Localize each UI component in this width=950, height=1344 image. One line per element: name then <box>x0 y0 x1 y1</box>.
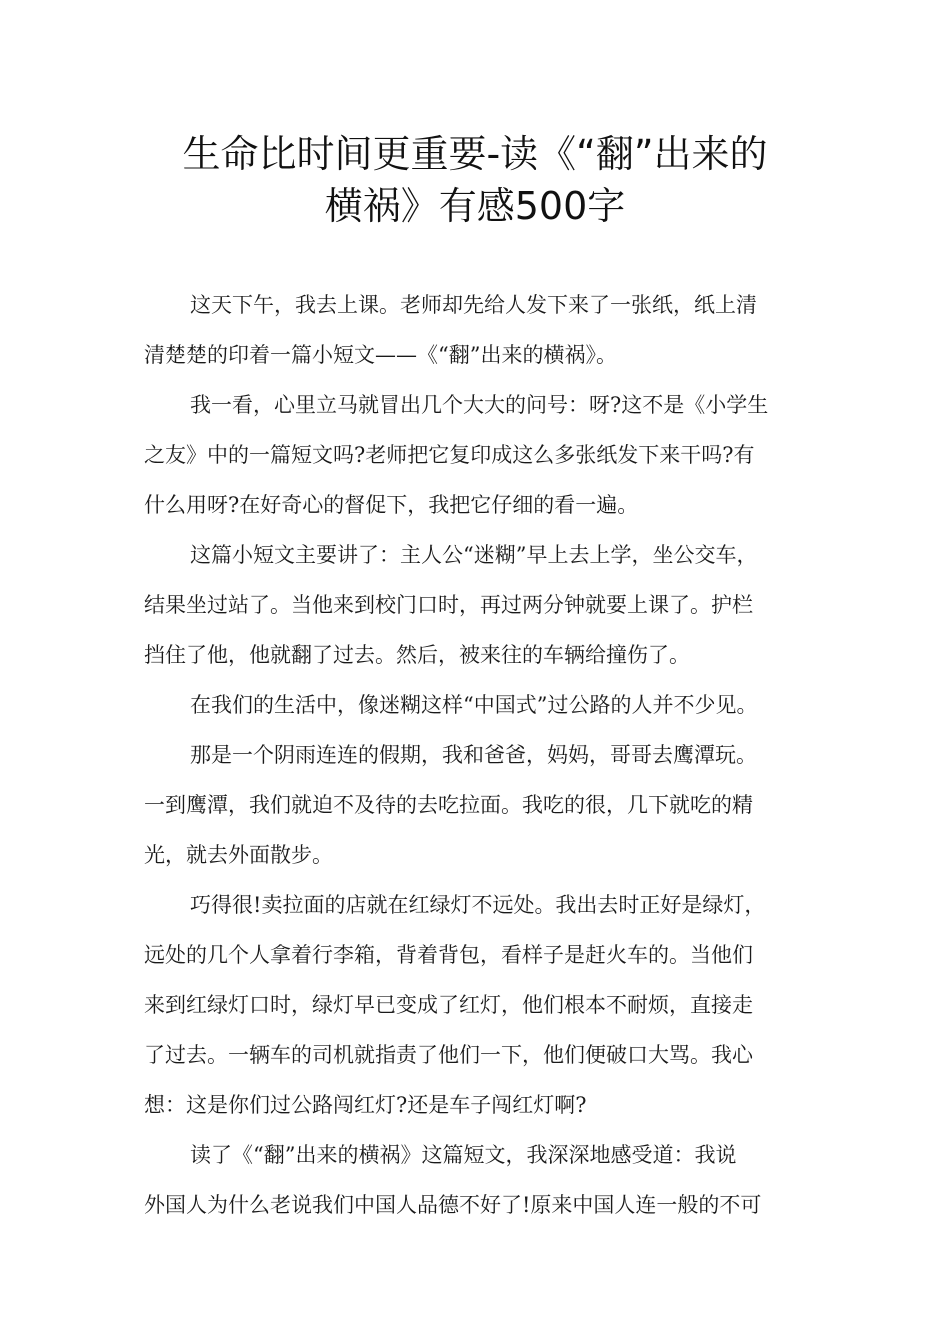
text-line: 了过去。一辆车的司机就指责了他们一下，他们便破口大骂。我心 <box>144 1043 753 1067</box>
document-title <box>100 128 850 232</box>
text-line: 想：这是你们过公路闯红灯?还是车子闯红灯啊? <box>144 1093 587 1117</box>
text-line: 远处的几个人拿着行李箱，背着背包，看样子是赶火车的。当他们 <box>144 943 753 967</box>
title-line-1: 生命比时间更重要-读《“翻”出来的 <box>182 132 768 176</box>
text-line: 光，就去外面散步。 <box>144 843 333 867</box>
text-line: 巧得很!卖拉面的店就在红绿灯不远处。我出去时正好是绿灯， <box>190 893 766 917</box>
text-line: 外国人为什么老说我们中国人品德不好了!原来中国人连一般的不可 <box>144 1193 762 1217</box>
text-line: 挡住了他，他就翻了过去。然后，被来往的车辆给撞伤了。 <box>144 643 690 667</box>
title-line-2: 横祸》有感500字 <box>324 184 626 228</box>
text-line: 我一看，心里立马就冒出几个大大的问号：呀?这不是《小学生 <box>190 393 769 417</box>
text-line: 什么用呀?在好奇心的督促下，我把它仔细的看一遍。 <box>144 493 639 517</box>
text-line: 一到鹰潭，我们就迫不及待的去吃拉面。我吃的很，几下就吃的精 <box>144 793 753 817</box>
text-line: 读了《“翻”出来的横祸》这篇短文，我深深地感受道：我说 <box>190 1143 737 1167</box>
text-line: 这天下午，我去上课。老师却先给人发下来了一张纸，纸上清 <box>190 293 757 317</box>
text-line: 之友》中的一篇短文吗?老师把它复印成这么多张纸发下来干吗?有 <box>144 443 755 467</box>
text-line: 那是一个阴雨连连的假期，我和爸爸，妈妈，哥哥去鹰潭玩。 <box>190 743 757 767</box>
text-line: 清楚楚的印着一篇小短文——《“翻”出来的横祸》。 <box>144 343 617 367</box>
text-line: 在我们的生活中，像迷糊这样“中国式”过公路的人并不少见。 <box>190 693 758 717</box>
text-line: 结果坐过站了。当他来到校门口时，再过两分钟就要上课了。护栏 <box>144 593 753 617</box>
text-line: 来到红绿灯口时，绿灯早已变成了红灯，他们根本不耐烦，直接走 <box>144 993 753 1017</box>
document-body <box>144 280 816 1230</box>
text-line: 这篇小短文主要讲了：主人公“迷糊”早上去上学，坐公交车， <box>190 543 758 567</box>
